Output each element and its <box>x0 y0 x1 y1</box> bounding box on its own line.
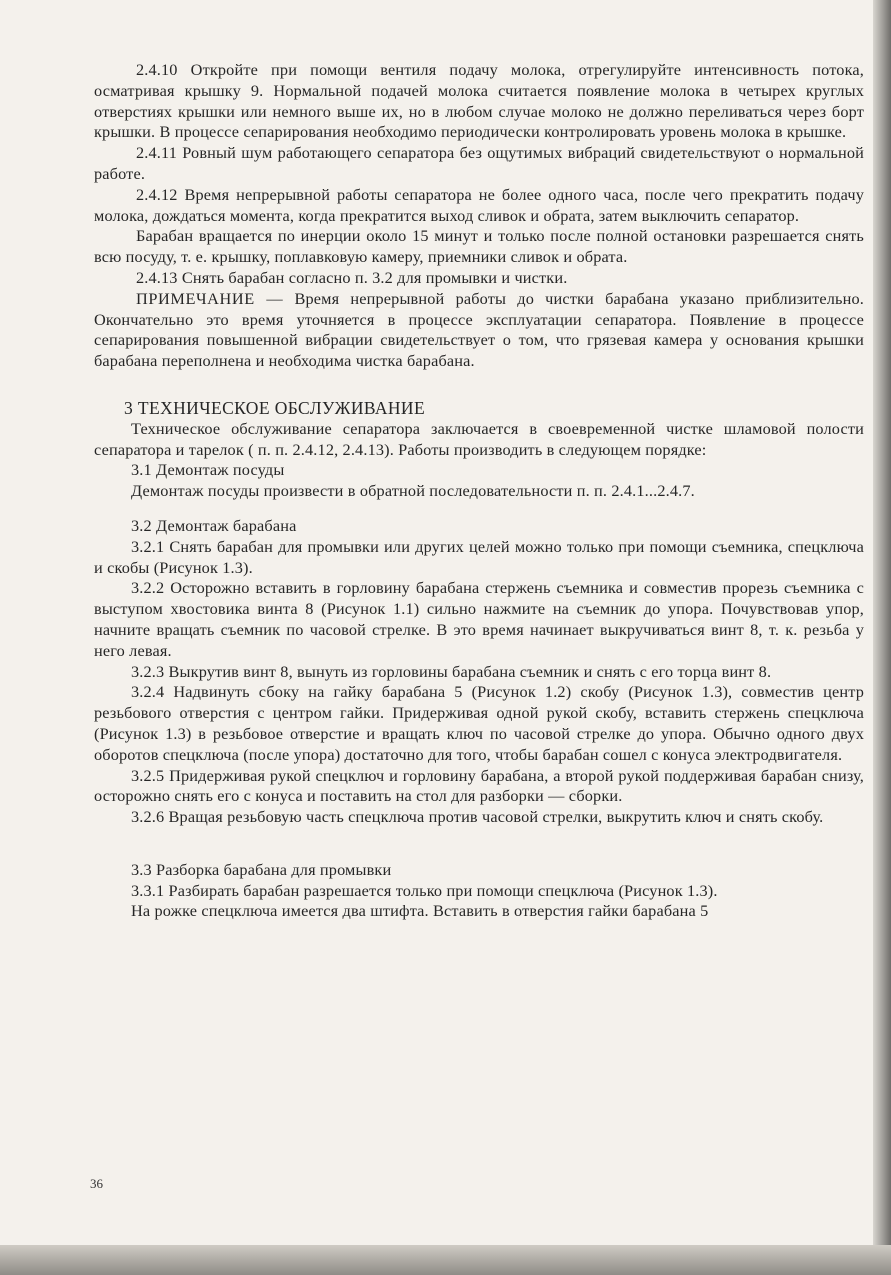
paragraph-3-2-4: 3.2.4 Надвинуть сбоку на гайку барабана 5 (Рисунок 1.2) скобу (Рисунок 1.3), совместив центр резьбового отверстия с центром гайки. Придерживая одной рукой скобу, вставить стержень спецключа (Рисунок 1.3) в резьбовое отверстие и вращать ключ по часовой стрелке до упора. Обычно одного двух оборотов спецключа (после упора) достаточно для того, чтобы барабан сошел с конуса электродвигателя. <box>94 682 864 764</box>
note-paragraph <box>94 289 864 372</box>
section-3-2-title: 3.2 Демонтаж барабана <box>131 515 297 535</box>
section-3-1-title: 3.1 Демонтаж посуды <box>131 460 285 480</box>
scan-edge-right <box>873 0 891 1275</box>
scan-edge-bottom <box>0 1245 891 1275</box>
note-label: ПРИМЕЧАНИЕ — <box>136 288 284 308</box>
paragraph-3-2-6: 3.2.6 Вращая резьбовую часть спецключа против часовой стрелки, выкрутить ключ и снять скобу. <box>131 807 824 827</box>
section-3-heading: 3 ТЕХНИЧЕСКОЕ ОБСЛУЖИВАНИЕ <box>124 397 426 418</box>
paragraph-2-4-10: 2.4.10 Откройте при помощи вентиля подачу молока, отрегулируйте интенсивность потока, осматривая крышку 9. Нормальной подачей молока считается появление молока в четырех круглых отверстиях крышки или немного выше их, но в любом случае молоко не должно переливаться через борт крышки. В процессе сепарирования необходимо периодически контролировать уровень молока в крышке. <box>94 60 864 142</box>
note-text: Время непрерывной работы до чистки барабана указано приблизительно. Окончательно это время уточняется в процессе эксплуатации сепаратора. Появление в процессе сепарирования повышенной вибрации свидетельствует о том, что грязевая камера у основания крышки барабана переполнена и необходима чистка барабана. <box>94 288 865 371</box>
section-3-3-title: 3.3 Разборка барабана для промывки <box>131 859 392 879</box>
paragraph-2-4-13: 2.4.13 Снять барабан согласно п. 3.2 для промывки и чистки. <box>136 267 568 287</box>
paragraph-drum-inertia: Барабан вращается по инерции около 15 минут и только после полной остановки разрешается снять всю посуду, т. е. крышку, поплавковую камеру, приемники сливок и обрата. <box>94 226 864 267</box>
paragraph-2-4-12: 2.4.12 Время непрерывной работы сепаратора не более одного часа, после чего прекратить подачу молока, дождаться момента, когда прекратится выход сливок и обрата, затем выключить сепаратор. <box>94 184 864 225</box>
paragraph-3-2-5: 3.2.5 Придерживая рукой спецключ и горловину барабана, а второй рукой поддерживая барабан снизу, осторожно снять его с конуса и поставить на стол для разборки — сборки. <box>94 765 864 806</box>
paragraph-key-pins: На рожке спецключа имеется два штифта. Вставить в отверстия гайки барабана 5 <box>131 901 709 921</box>
paragraph-3-3-1: 3.3.1 Разбирать барабан разрешается только при помощи спецключа (Рисунок 1.3). <box>131 880 718 900</box>
page-number: 36 <box>90 1176 103 1191</box>
paragraph-2-4-11: 2.4.11 Ровный шум работающего сепаратора без ощутимых вибраций свидетельствуют о нормальной работе. <box>94 143 864 183</box>
paragraph-3-2-2: 3.2.2 Осторожно вставить в горловину барабана стержень съемника и совместив прорезь съемника с выступом хвостовика винта 8 (Рисунок 1.1) сильно нажмите на съемник до упора. Почувствовав упор, начните вращать съемник по часовой стрелке. В это время начинает выкручиваться винт 8, т. к. резьба у него левая. <box>94 578 864 660</box>
paragraph-3-2-3: 3.2.3 Выкрутив винт 8, вынуть из горловины барабана съемник и снять с его торца винт 8. <box>131 661 772 681</box>
section-3-1-text: Демонтаж посуды произвести в обратной последовательности п. п. 2.4.1...2.4.7. <box>131 481 695 501</box>
section-3-intro: Техническое обслуживание сепаратора заключается в своевременной чистке шламовой полости сепаратора и тарелок ( п. п. 2.4.12, 2.4.13). Работы производить в следующем порядке: <box>94 418 864 459</box>
page-body <box>94 60 864 922</box>
paragraph-3-2-1: 3.2.1 Снять барабан для промывки или других целей можно только при помощи съемника, спецключа и скобы (Рисунок 1.3). <box>94 536 864 577</box>
